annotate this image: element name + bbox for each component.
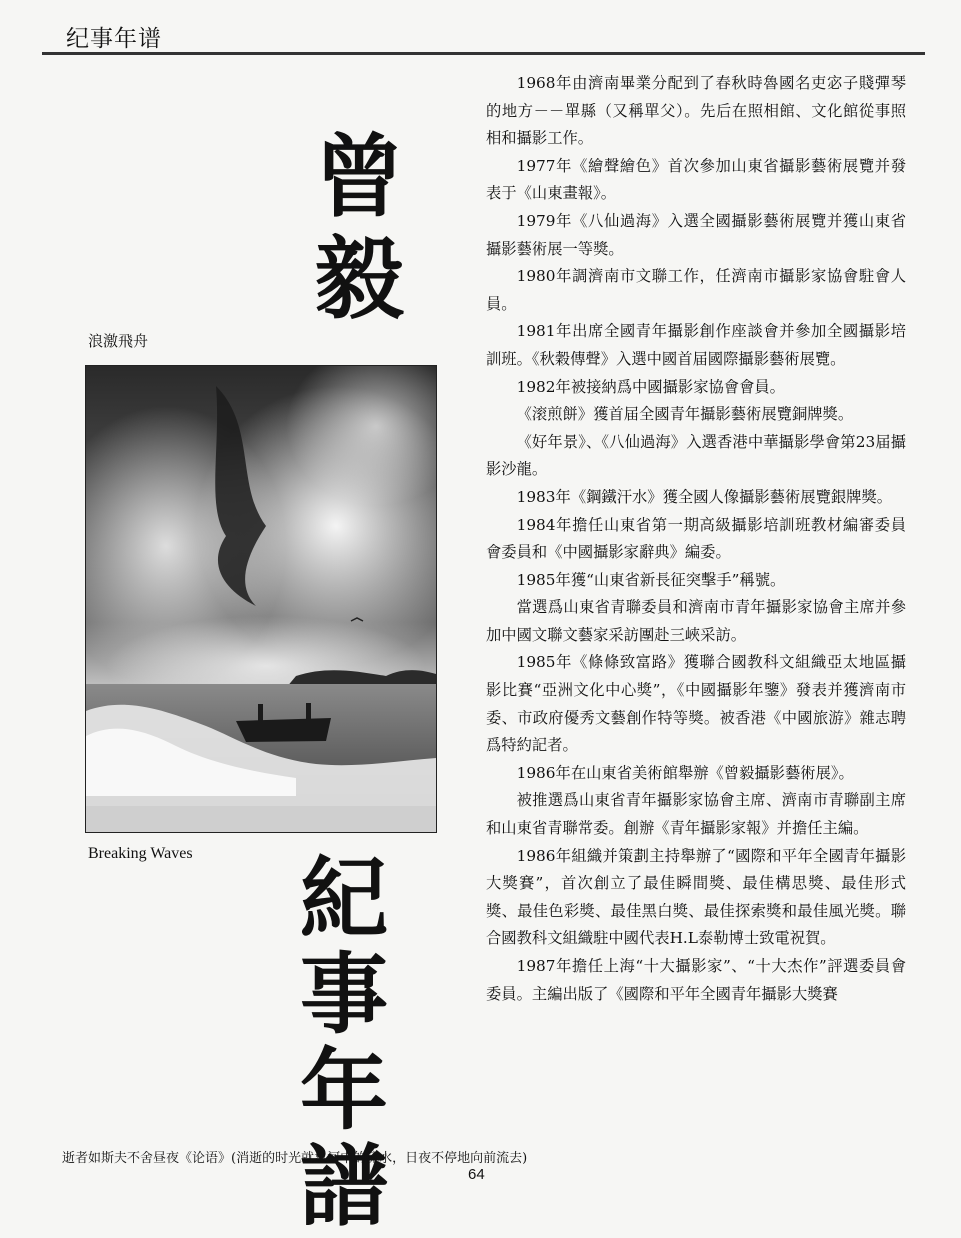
page-number: 64 [468,1166,485,1183]
running-header-title: 纪事年谱 [66,26,162,52]
chronology-paragraph: 1980年調濟南市文聯工作，任濟南市攝影家協會駐會人員。 [486,267,906,313]
header-rule [42,52,925,55]
chronology-paragraph: 1979年《八仙過海》入選全國攝影藝術展覽并獲山東省攝影藝術展一等獎。 [486,211,906,258]
chronology-paragraph: 1984年擔任山東省第一期高級攝影培訓班教材編審委員會委員和《中國攝影家辭典》編委。 [486,515,906,562]
chronology-paragraph: 1968年由濟南畢業分配到了春秋時魯國名吏宓子賤彈琴的地方－－單縣（又稱單父）。先后在照相館、文化館從事照相和攝影工作。 [486,74,906,148]
chronology-paragraph: 被推選爲山東省青年攝影家協會主席、濟南市青聯副主席和山東省青聯常委。創辦《青年攝影家報》并擔任主編。 [486,791,906,838]
chronicle-char: 紀 [300,846,389,950]
chronicle-char: 事 [300,942,389,1046]
chronology-paragraph: 當選爲山東省青聯委員和濟南市青年攝影家協會主席并參加中國文聯文藝家采訪團赴三峽采訪。 [486,598,906,644]
chronology-text [486,70,906,1008]
photo-caption-en: Breaking Waves [88,845,193,862]
chronology-paragraph: 1985年獲“山東省新長征突擊手”稱號。 [516,570,786,589]
chronicle-title [300,846,389,1238]
chronology-paragraph: 《滚煎餅》獲首届全國青年攝影藝術展覽銅牌獎。 [516,405,854,424]
footer-quote: 逝者如斯夫不舍昼夜《论语》(消逝的时光就象河中的流水，日夜不停地向前流去) [62,1151,528,1166]
chronology-paragraph: 1981年出席全國青年攝影創作座談會并參加全國攝影培訓班。《秋穀傳聲》入選中國首届國際攝影藝術展覽。 [486,322,906,368]
chronicle-char: 譜 [300,1134,389,1238]
chronology-paragraph: 1983年《鋼鐵汗水》獲全國人像攝影藝術展覽銀牌獎。 [516,487,893,506]
chronology-paragraph: 1985年《條條致富路》獲聯合國教科文組織亞太地區攝影比賽“亞洲文化中心獎”，《中國攝影年鑒》發表并獲濟南市委、市政府優秀文藝創作特等獎。被香港《中國旅游》雜志聘爲特約記者。 [486,653,906,755]
chronology-paragraph: 《好年景》、《八仙過海》入選香港中華攝影學會第23届攝影沙龍。 [486,432,906,479]
photo-caption-zh: 浪激飛舟 [88,332,149,350]
chronology-paragraph: 1986年在山東省美術館舉辦《曾毅攝影藝術展》。 [516,763,854,782]
name-char: 曾 [314,124,404,230]
chronology-paragraph: 1987年擔任上海“十大攝影家”、“十大杰作”評選委員會委員。主編出版了《國際和平年全國青年攝影大獎賽 [486,957,906,1003]
author-name-title [314,126,404,330]
name-char: 毅 [314,226,404,332]
chronology-paragraph: 1986年組織并策劃主持舉辦了“國際和平年全國青年攝影大獎賽”，首次創立了最佳瞬間獎、最佳構思獎、最佳形式獎、最佳色彩獎、最佳黑白獎、最佳探索獎和最佳風光獎。聯合國教科文組織駐中國代表H.L泰勒博士致電祝賀。 [486,846,906,948]
chronology-paragraph: 1982年被接納爲中國攝影家協會會員。 [516,377,785,396]
chronology-paragraph: 1977年《繪聲繪色》首次參加山東省攝影藝術展覽并發表于《山東畫報》。 [486,156,906,203]
chronicle-char: 年 [300,1038,389,1142]
breaking-waves-photo [85,365,437,833]
